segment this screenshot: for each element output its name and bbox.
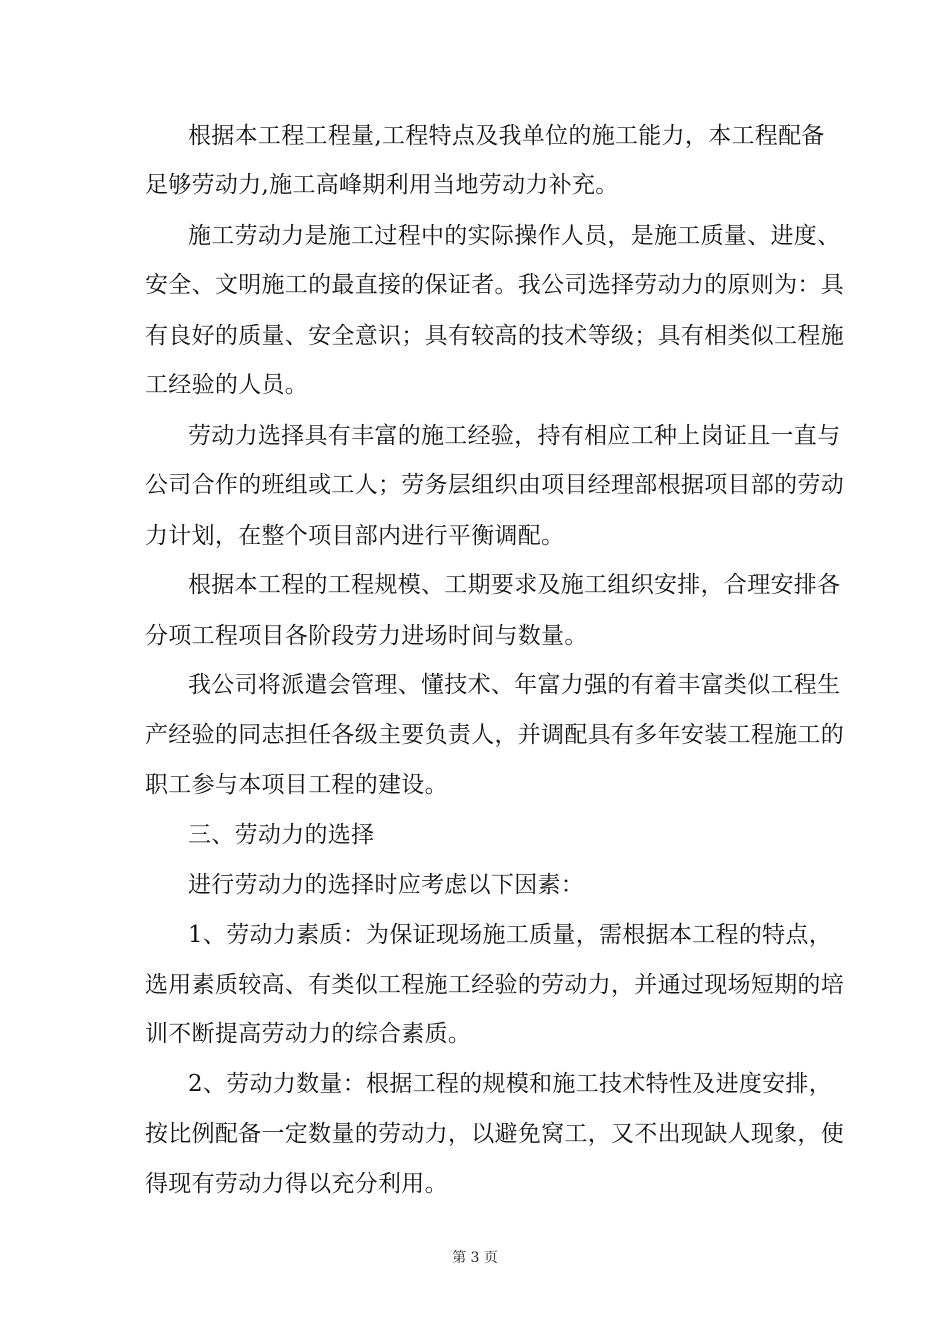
paragraph-7-line-1: 1、劳动力素质：为保证现场施工质量，需根据本工程的特点， (188, 922, 833, 948)
paragraph-8-line-3: 得现有劳动力得以充分利用。 (145, 1171, 448, 1197)
paragraph-2-line-2: 安全、文明施工的最直接的保证者。我公司选择劳动力的原则为：具 (145, 272, 844, 298)
paragraph-2-line-3: 有良好的质量、安全意识；具有较高的技术等级；具有相类似工程施 (145, 323, 844, 349)
paragraph-4-line-2: 分项工程项目各阶段劳力进场时间与数量。 (145, 623, 588, 649)
paragraph-2-line-4: 工经验的人员。 (145, 372, 309, 398)
paragraph-5-line-1: 我公司将派遣会管理、懂技术、年富力强的有着丰富类似工程生 (188, 672, 841, 698)
paragraph-8-line-1: 2、劳动力数量：根据工程的规模和施工技术特性及进度安排， (188, 1071, 833, 1097)
paragraph-1-line-2: 足够劳动力,施工高峰期利用当地劳动力补充。 (145, 172, 619, 198)
section-heading: 三、劳动力的选择 (188, 822, 375, 848)
paragraph-6-line-1: 进行劳动力的选择时应考虑以下因素： (188, 872, 585, 898)
paragraph-8-line-2: 按比例配备一定数量的劳动力，以避免窝工，又不出现缺人现象，使 (145, 1121, 844, 1147)
paragraph-7-line-3: 训不断提高劳动力的综合素质。 (145, 1021, 472, 1047)
paragraph-2-line-1: 施工劳动力是施工过程中的实际操作人员，是施工质量、进度、 (188, 223, 841, 249)
page-number: 第 3 页 (452, 1250, 498, 1266)
paragraph-3-line-1: 劳动力选择具有丰富的施工经验，持有相应工种上岗证且一直与 (188, 423, 841, 449)
paragraph-5-line-3: 职工参与本项目工程的建设。 (145, 772, 448, 798)
paragraph-4-line-1: 根据本工程的工程规模、工期要求及施工组织安排，合理安排各 (188, 572, 841, 598)
paragraph-5-line-2: 产经验的同志担任各级主要负责人，并调配具有多年安装工程施工的 (145, 722, 844, 748)
paragraph-3-line-3: 力计划，在整个项目部内进行平衡调配。 (145, 523, 565, 549)
paragraph-1-line-1: 根据本工程工程量,工程特点及我单位的施工能力，本工程配备 (188, 123, 825, 149)
paragraph-7-line-2: 选用素质较高、有类似工程施工经验的劳动力，并通过现场短期的培 (145, 972, 844, 998)
paragraph-3-line-2: 公司合作的班组或工人；劳务层组织由项目经理部根据项目部的劳动 (145, 472, 844, 498)
